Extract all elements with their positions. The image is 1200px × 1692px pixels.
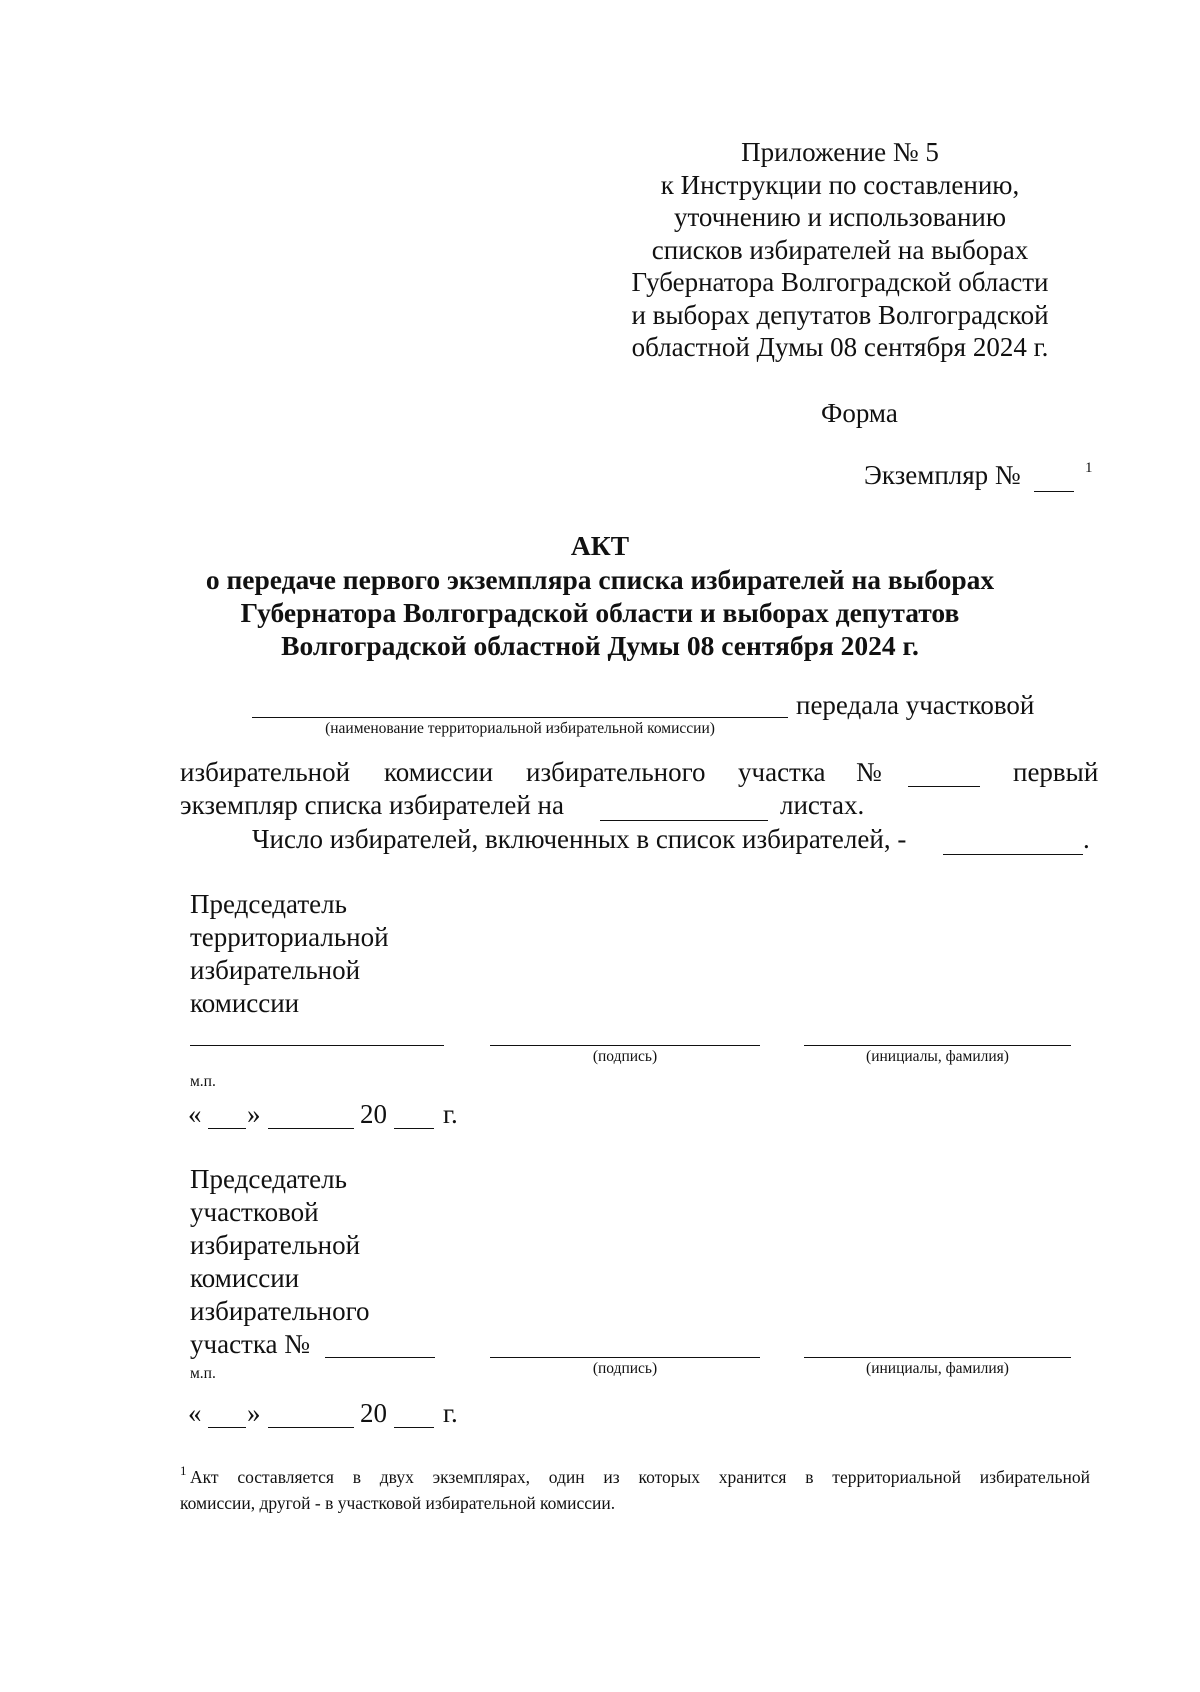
sig2-name-blank[interactable] bbox=[804, 1357, 1071, 1358]
voters-count-blank[interactable] bbox=[943, 854, 1083, 855]
appendix-line: уточнению и использованию bbox=[673, 202, 1007, 232]
sheets-suffix: листах. bbox=[780, 790, 865, 820]
paragraph-word: первый bbox=[1013, 757, 1099, 787]
sig1-title-line: избирательной bbox=[190, 955, 361, 985]
sheets-count-blank[interactable] bbox=[600, 820, 768, 821]
sig2-precinct-number-blank[interactable] bbox=[325, 1357, 435, 1358]
precinct-number-blank[interactable] bbox=[908, 786, 980, 787]
sig1-date-year-blank[interactable] bbox=[394, 1128, 434, 1129]
sig1-name-caption: (инициалы, фамилия) bbox=[866, 1048, 1009, 1065]
sig2-date-quote-open: « bbox=[188, 1398, 202, 1428]
sig2-title-line: Председатель bbox=[190, 1164, 347, 1194]
sig1-title-line: Председатель bbox=[190, 889, 347, 919]
sig2-title-line: комиссии bbox=[190, 1263, 300, 1293]
copy-number-blank[interactable] bbox=[1034, 491, 1074, 492]
sig1-date-year-prefix: 20 bbox=[360, 1099, 387, 1129]
sig1-date-day-blank[interactable] bbox=[208, 1128, 246, 1129]
act-subtitle-line: о передаче первого экземпляра списка избирателей на выборах bbox=[205, 564, 995, 595]
sig2-title-line: участковой bbox=[190, 1197, 319, 1227]
appendix-line: к Инструкции по составлению, bbox=[660, 169, 1020, 200]
sig2-precinct-label: участка № bbox=[190, 1329, 311, 1359]
sig1-stamp-label: м.п. bbox=[190, 1073, 216, 1090]
copy-footnote-mark: 1 bbox=[1085, 460, 1093, 476]
sig2-signature-caption: (подпись) bbox=[592, 1360, 658, 1377]
voters-count-text: Число избирателей, включенных в список избирателей, - bbox=[252, 824, 907, 854]
sig2-date-month-blank[interactable] bbox=[268, 1427, 354, 1428]
sig2-title-line: избирательного bbox=[190, 1296, 370, 1326]
form-label: Форма bbox=[821, 398, 898, 428]
paragraph-word: № bbox=[856, 757, 882, 787]
sig1-date-month-blank[interactable] bbox=[268, 1128, 354, 1129]
sig1-position-blank[interactable] bbox=[190, 1045, 444, 1046]
paragraph-word: избирательной bbox=[180, 757, 351, 787]
appendix-line: и выборах депутатов Волгоградской bbox=[631, 299, 1049, 330]
voters-count-period: . bbox=[1083, 824, 1090, 854]
act-subtitle-line: Губернатора Волгоградской области и выборах депутатов bbox=[240, 597, 960, 628]
paragraph-word: избирательного bbox=[526, 757, 706, 787]
tik-name-blank[interactable] bbox=[252, 717, 788, 718]
sig2-stamp-label: м.п. bbox=[190, 1365, 216, 1382]
appendix-line: списков избирателей на выборах bbox=[651, 234, 1029, 265]
sig2-date-year-prefix: 20 bbox=[360, 1398, 387, 1428]
sig2-signature-blank[interactable] bbox=[490, 1357, 760, 1358]
sig2-title-line: избирательной bbox=[190, 1230, 361, 1260]
sig1-title-line: комиссии bbox=[190, 988, 300, 1018]
appendix-line: Приложение № 5 bbox=[741, 137, 939, 167]
footnote-line: комиссии, другой - в участковой избирательной комиссии. bbox=[180, 1493, 616, 1513]
footnote-mark: 1 bbox=[180, 1463, 187, 1478]
tik-name-caption: (наименование территориальной избирательной комиссии) bbox=[325, 720, 715, 737]
transferred-text: передала участковой bbox=[796, 690, 1035, 720]
sig2-name-caption: (инициалы, фамилия) bbox=[866, 1360, 1009, 1377]
sig1-signature-caption: (подпись) bbox=[592, 1048, 658, 1065]
copy-number-label: Экземпляр № bbox=[864, 460, 1021, 490]
act-subtitle-line: Волгоградской областной Думы 08 сентября 2024 г. bbox=[281, 630, 919, 661]
paragraph-word: участка bbox=[738, 757, 826, 787]
sig1-name-blank[interactable] bbox=[804, 1045, 1071, 1046]
footnote-line: Акт составляется в двух экземплярах, один из которых хранится в территориальной избирательной bbox=[190, 1467, 1090, 1487]
sig1-signature-blank[interactable] bbox=[490, 1045, 760, 1046]
paragraph-word: комиссии bbox=[384, 757, 494, 787]
appendix-block bbox=[600, 136, 1080, 364]
sig2-date-day-blank[interactable] bbox=[208, 1427, 246, 1428]
sig1-date-suffix: г. bbox=[443, 1099, 458, 1129]
appendix-line: областной Думы 08 сентября 2024 г. bbox=[631, 332, 1049, 362]
sig2-date-year-blank[interactable] bbox=[394, 1427, 434, 1428]
sig2-date-suffix: г. bbox=[443, 1398, 458, 1428]
sig1-title-line: территориальной bbox=[190, 922, 389, 952]
appendix-line: Губернатора Волгоградской области bbox=[631, 267, 1049, 297]
sig1-date-quote-open: « bbox=[188, 1099, 202, 1129]
sig1-date-quote-close: » bbox=[247, 1099, 261, 1129]
act-title: АКТ bbox=[570, 530, 630, 561]
sheets-text: экземпляр списка избирателей на bbox=[180, 790, 564, 820]
sig2-date-quote-close: » bbox=[247, 1398, 261, 1428]
